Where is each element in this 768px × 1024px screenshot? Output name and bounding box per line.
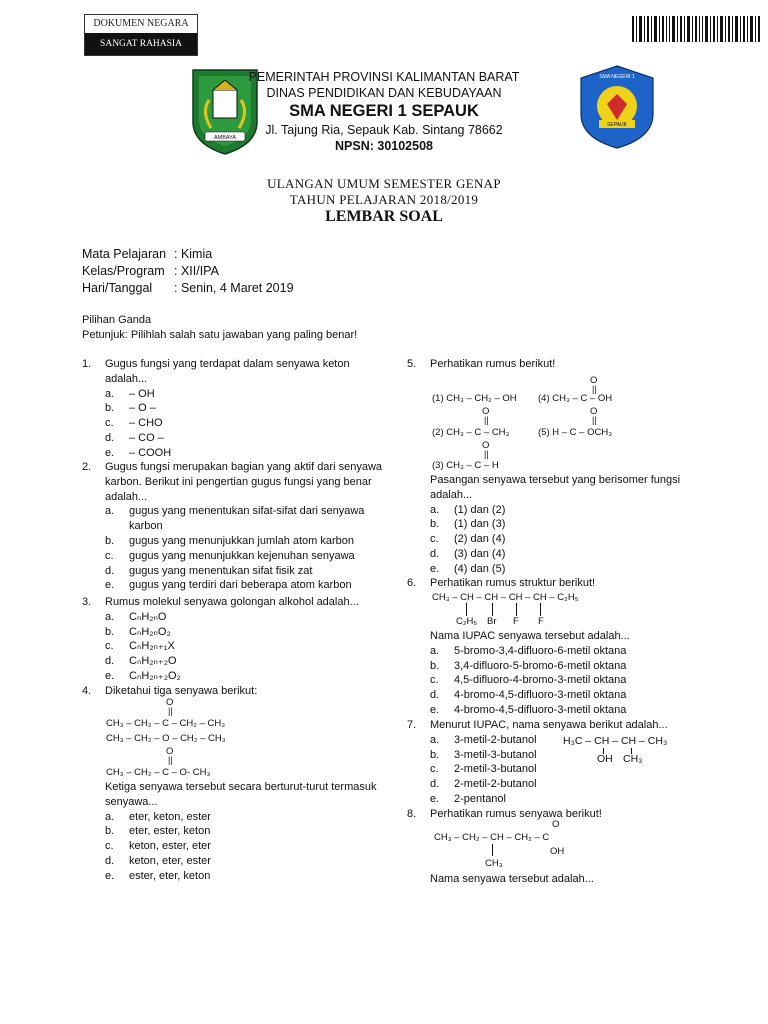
question-number: 2. (82, 461, 92, 473)
option-text: CₙH₂ₙO₂ (129, 625, 171, 638)
options (105, 810, 380, 884)
formula-2: (2) CH₃ – C – CH₃ (432, 427, 510, 438)
carbonyl-oxygen: O (482, 406, 490, 417)
option-letter: a. (105, 505, 115, 518)
option-item (105, 387, 382, 402)
question-number: 3. (82, 596, 92, 608)
structure-2: CH₃ – CH₂ – O – CH₂ – CH₃ (106, 733, 226, 744)
option-letter: d. (430, 778, 440, 791)
option-item (430, 532, 710, 547)
info-row (82, 280, 294, 297)
bond (492, 603, 493, 616)
question-1 (82, 357, 382, 461)
option-text: – CHO (129, 417, 163, 430)
option-item (105, 869, 380, 884)
option-item (105, 534, 382, 549)
option-letter: c. (105, 840, 114, 853)
option-item (430, 562, 710, 577)
options (105, 504, 382, 593)
carbonyl-oxygen: O (166, 746, 174, 757)
substituent: F (513, 616, 519, 627)
option-item (105, 810, 380, 825)
barcode (632, 16, 762, 42)
exam-title-3: LEMBAR SOAL (325, 208, 443, 225)
question-3 (82, 595, 382, 684)
question-5-continued (430, 473, 710, 577)
info-key: Hari/Tanggal (82, 281, 153, 295)
section-instruction: Petunjuk: Pilihlah salah satu jawaban yang paling benar! (82, 329, 358, 341)
option-text: (4) dan (5) (454, 562, 506, 575)
option-letter: a. (105, 610, 115, 623)
substituent: Br (487, 616, 497, 627)
structure-chain: CH₃ – CH – CH – CH – CH – C₂H₅ (432, 592, 579, 603)
option-item (430, 703, 710, 718)
option-letter: e. (105, 869, 115, 882)
option-item (430, 503, 710, 518)
school-npsn: NPSN: 30102508 (335, 139, 433, 153)
question-2 (82, 460, 382, 593)
carbonyl-oxygen: O (552, 819, 560, 830)
option-item (105, 654, 382, 669)
option-text: (3) dan (4) (454, 547, 506, 560)
info-key: Kelas/Program (82, 264, 165, 278)
classification-stamp (84, 14, 198, 56)
option-item (105, 504, 382, 534)
option-text: CₙH₂ₙO (129, 610, 167, 623)
option-text: ester, eter, keton (129, 869, 211, 882)
option-letter: c. (105, 549, 114, 562)
option-item (430, 644, 710, 659)
option-item (430, 762, 707, 777)
option-text: – CO – (129, 431, 164, 444)
option-item (105, 669, 382, 684)
option-letter: b. (430, 659, 440, 672)
info-key: Mata Pelajaran (82, 247, 167, 261)
question-text: Nama IUPAC senyawa tersebut adalah... (430, 630, 630, 642)
province-logo-text: AMBAYA (213, 135, 237, 141)
double-bond: || (168, 755, 173, 765)
option-item (430, 547, 710, 562)
option-item (105, 824, 380, 839)
option-text: gugus yang menentukan sifat-sifat dari senyawa karbon (129, 505, 365, 533)
option-letter: d. (105, 564, 115, 577)
option-letter: e. (430, 703, 440, 716)
exam-info (82, 246, 294, 297)
option-text: CₙH₂ₙ₊₂O (129, 655, 177, 668)
option-item (105, 416, 382, 431)
question-text: Gugus fungsi yang terdapat dalam senyawa keton adalah... (105, 358, 350, 385)
question-text: Menurut IUPAC, nama senyawa berikut adalah... (430, 719, 668, 731)
double-bond: || (484, 415, 489, 425)
carbonyl-oxygen: O (590, 406, 598, 417)
option-item (105, 431, 382, 446)
option-item (105, 839, 380, 854)
option-letter: b. (105, 625, 115, 638)
structure-chain: CH₃ – CH₂ – CH – CH₂ – C (434, 832, 550, 843)
option-letter: b. (430, 748, 440, 761)
option-text: 4,5-difluoro-4-bromo-3-metil oktana (454, 674, 627, 687)
options (105, 387, 382, 461)
question-number: 5. (407, 358, 417, 370)
option-letter: b. (105, 825, 115, 838)
option-item (430, 517, 710, 532)
option-text: 3-metil-3-butanol (454, 748, 537, 761)
option-text: gugus yang menentukan sifat fisik zat (129, 564, 313, 577)
option-text: eter, ester, keton (129, 825, 211, 838)
structure-1: CH₃ – CH₂ – C – CH₂ – CH₃ (106, 718, 226, 729)
info-value: : XII/IPA (174, 264, 219, 278)
option-letter: d. (105, 854, 115, 867)
substituent: F (538, 616, 544, 627)
substituent: C₂H₅ (456, 616, 478, 627)
option-letter: c. (430, 763, 439, 776)
option-letter: e. (105, 579, 115, 592)
question-5 (407, 357, 707, 372)
option-text: 2-metil-2-butanol (454, 778, 537, 791)
stamp-line1: DOKUMEN NEGARA (85, 15, 197, 33)
option-letter: d. (430, 689, 440, 702)
option-item (105, 854, 380, 869)
header-line2: DINAS PENDIDIKAN DAN KEBUDAYAAN (266, 86, 502, 100)
double-bond: || (592, 415, 597, 425)
option-item (105, 401, 382, 416)
options (105, 610, 382, 684)
school-address: Jl. Tajung Ria, Sepauk Kab. Sintang 78662 (265, 123, 503, 137)
option-item (430, 659, 710, 674)
info-row (82, 246, 294, 263)
option-letter: a. (430, 503, 440, 516)
question-number: 4. (82, 685, 92, 697)
question-number: 8. (407, 808, 417, 820)
option-text: gugus yang terdiri dari beberapa atom karbon (129, 579, 352, 592)
option-letter: e. (430, 562, 440, 575)
option-item (430, 688, 710, 703)
question-text: Pasangan senyawa tersebut yang berisomer fungsi adalah... (430, 474, 681, 501)
option-item (105, 578, 382, 593)
carbonyl-oxygen: O (166, 697, 174, 708)
option-letter: c. (430, 674, 439, 687)
option-letter: e. (105, 669, 115, 682)
info-row (82, 263, 294, 280)
school-logo-text-top: SMA NEGERI 1 (599, 74, 635, 80)
section-label: Pilihan Ganda (82, 314, 152, 326)
option-letter: c. (105, 417, 114, 430)
bond (540, 603, 541, 616)
option-letter: e. (430, 792, 440, 805)
question-number: 6. (407, 577, 417, 589)
option-text: (1) dan (2) (454, 503, 506, 516)
double-bond: || (484, 449, 489, 459)
stamp-line2: SANGAT RAHASIA (85, 33, 197, 55)
option-text: keton, ester, eter (129, 840, 211, 853)
option-item (105, 639, 382, 654)
question-number: 7. (407, 719, 417, 731)
option-text: CₙH₂ₙ₊₂O₂ (129, 669, 181, 682)
option-letter: e. (105, 446, 115, 459)
carbonyl-oxygen: O (482, 440, 490, 451)
option-item (105, 610, 382, 625)
question-text: Gugus fungsi merupakan bagian yang aktif dari senyawa karbon. Berikut ini pengertian gugus fungsi yang benar adalah... (105, 461, 383, 503)
option-text: CₙH₂ₙ₊₁X (129, 640, 175, 653)
option-text: 3,4-difluoro-5-bromo-6-metil oktana (454, 659, 627, 672)
option-letter: b. (105, 402, 115, 415)
formula-4: (4) CH₃ – C – OH (538, 393, 613, 404)
exam-title-2: TAHUN PELAJARAN 2018/2019 (289, 192, 479, 207)
school-name: SMA NEGERI 1 SEPAUK (289, 102, 479, 120)
double-bond: || (592, 384, 597, 394)
question-text: Rumus molekul senyawa golongan alkohol adalah... (105, 596, 359, 608)
header-line1: PEMERINTAH PROVINSI KALIMANTAN BARAT (248, 70, 520, 84)
question-4-continued (105, 780, 380, 884)
option-letter: a. (430, 644, 440, 657)
option-letter: a. (430, 733, 440, 746)
question-text: Diketahui tiga senyawa berikut: (105, 685, 258, 697)
option-item (105, 564, 382, 579)
formula-3: (3) CH₃ – C – H (432, 460, 499, 471)
option-text: – OH (129, 387, 155, 400)
bond (466, 603, 467, 616)
option-text: – COOH (129, 446, 172, 459)
option-text: gugus yang menunjukkan kejenuhan senyawa (129, 549, 355, 562)
question-text: Perhatikan rumus berikut! (430, 358, 556, 370)
option-item (105, 549, 382, 564)
hydroxyl: OH (550, 846, 565, 857)
info-value: : Senin, 4 Maret 2019 (174, 281, 294, 295)
option-text: 2-pentanol (454, 792, 506, 805)
double-bond: || (168, 706, 173, 716)
option-item (430, 748, 707, 763)
question-8-continued (430, 872, 710, 887)
option-text: 3-metil-2-butanol (454, 733, 537, 746)
option-letter: b. (105, 534, 115, 547)
option-text: 4-bromo-4,5-difluoro-3-metil oktana (454, 689, 627, 702)
option-letter: d. (430, 547, 440, 560)
option-item (430, 673, 710, 688)
substituent: OH (597, 753, 613, 765)
carbonyl-oxygen: O (590, 375, 598, 386)
option-text: 4-bromo-4,5-difluoro-3-metil oktana (454, 703, 627, 716)
substituent: CH₃ (623, 753, 643, 765)
option-text: gugus yang menunjukkan jumlah atom karbon (129, 534, 355, 547)
option-letter: a. (105, 387, 115, 400)
formula-5: (5) H – C – OCH₃ (538, 427, 613, 438)
bond (492, 844, 493, 856)
bond (516, 603, 517, 616)
option-text: keton, eter, ester (129, 854, 211, 867)
option-letter: d. (105, 431, 115, 444)
option-text: – O – (129, 402, 156, 415)
school-logo-text-bottom: SEPAUK (607, 122, 627, 128)
option-text: 5-bromo-3,4-difluoro-6-metil oktana (454, 644, 627, 657)
option-text: (2) dan (4) (454, 533, 506, 546)
option-text: eter, keton, ester (129, 810, 211, 823)
info-value: : Kimia (174, 247, 213, 261)
structure-chain: H₃C – CH – CH – CH₃ (563, 735, 668, 747)
option-item (430, 777, 707, 792)
option-letter: b. (430, 518, 440, 531)
option-item (105, 625, 382, 640)
exam-title-1: ULANGAN UMUM SEMESTER GENAP (267, 176, 501, 191)
option-text: 2-metil-3-butanol (454, 763, 537, 776)
formula-1: (1) CH₃ – CH₂ – OH (432, 393, 517, 404)
option-letter: a. (105, 810, 115, 823)
question-text: Nama senyawa tersebut adalah... (430, 873, 594, 885)
option-text: (1) dan (3) (454, 518, 506, 531)
option-letter: c. (105, 640, 114, 653)
question-number: 1. (82, 358, 92, 370)
options (430, 503, 710, 577)
question-7 (407, 718, 707, 807)
option-letter: c. (430, 533, 439, 546)
question-4 (82, 684, 382, 699)
question-text: Perhatikan rumus struktur berikut! (430, 577, 596, 589)
question-text: Ketiga senyawa tersebut secara berturut-turut termasuk senyawa... (105, 781, 377, 808)
option-item (105, 446, 382, 461)
option-item (430, 792, 707, 807)
option-letter: d. (105, 655, 115, 668)
structure-3: CH₃ – CH₂ – C – O- CH₃ (106, 767, 211, 778)
options (430, 644, 710, 718)
question-text: Perhatikan rumus senyawa berikut! (430, 808, 602, 820)
question-6-continued (430, 629, 710, 718)
question-6 (407, 576, 707, 591)
substituent: CH₃ (485, 858, 503, 869)
